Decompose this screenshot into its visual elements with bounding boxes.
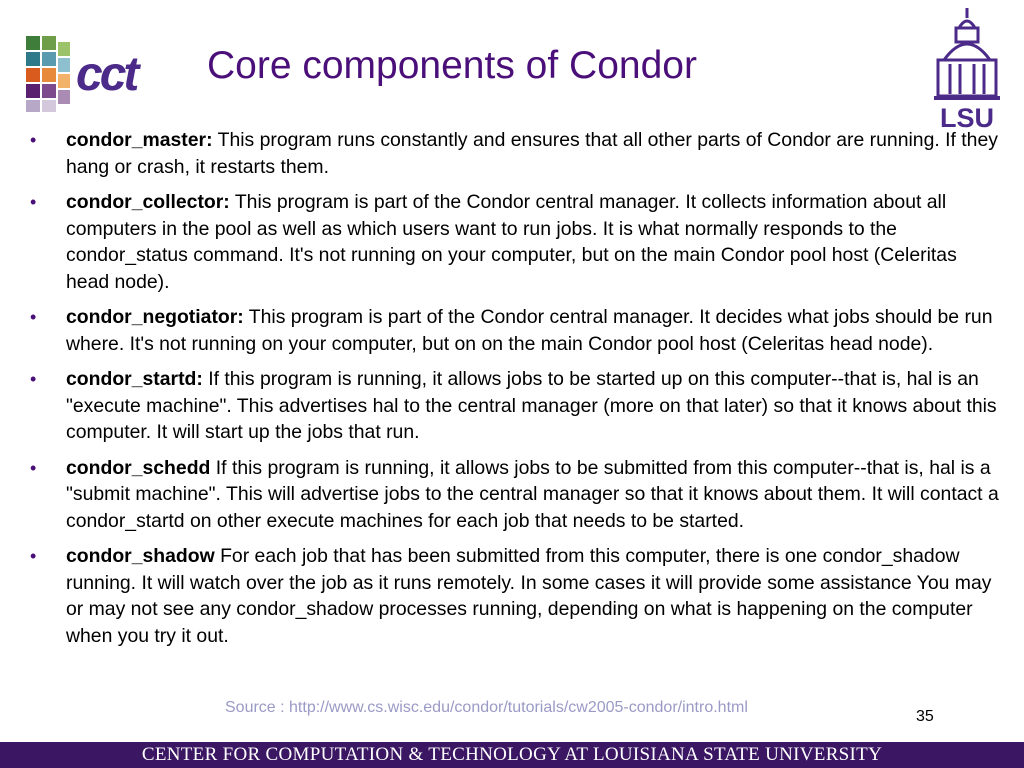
bullet-item bbox=[30, 366, 1005, 446]
footer-bar bbox=[0, 740, 1024, 768]
footer-text: CENTER FOR COMPUTATION & TECHNOLOGY AT LOUISIANA STATE UNIVERSITY bbox=[141, 744, 883, 765]
cct-logo-text: cct bbox=[76, 48, 137, 101]
bullet-term: condor_shadow bbox=[66, 545, 215, 567]
bullet-item bbox=[30, 127, 1005, 180]
bullet-text: If this program is running, it allows jobs to be started up on this computer--that is, hal is an "execute machine". This advertises hal to the central manager (more on that later) so that it knows about this computer. It will start up the jobs that run. bbox=[66, 368, 997, 443]
bullet-icon: • bbox=[30, 457, 37, 478]
bullet-icon: • bbox=[30, 192, 37, 212]
lsu-logo bbox=[926, 6, 1008, 130]
lsu-logo-graphic bbox=[926, 6, 1008, 130]
cct-logo-graphic bbox=[24, 34, 184, 116]
bullet-term: condor_startd: bbox=[66, 368, 203, 390]
bullet-item bbox=[30, 543, 1005, 649]
source-citation: Source : http://www.cs.wisc.edu/condor/tutorials/cw2005-condor/intro.html bbox=[225, 699, 748, 716]
bullet-term: condor_negotiator: bbox=[66, 306, 244, 328]
cct-logo bbox=[24, 34, 184, 116]
bullet-icon: • bbox=[30, 307, 37, 327]
bullet-icon: • bbox=[30, 369, 37, 389]
bullet-icon: • bbox=[30, 546, 37, 566]
bullet-term: condor_collector: bbox=[66, 191, 230, 213]
slide-title: Core components of Condor bbox=[207, 44, 697, 87]
bullet-item bbox=[30, 304, 1005, 357]
page-number: 35 bbox=[916, 708, 934, 725]
bullet-text: For each job that has been submitted from this computer, there is one condor_shadow running. It will watch over the job as it runs remotely. In some cases it will provide some assistance You may or may not see any condor_shadow processes running, depending on what is happening on the computer when you try it out. bbox=[66, 545, 992, 647]
bullet-icon: • bbox=[30, 130, 37, 150]
bullet-term: condor_master: bbox=[66, 129, 213, 151]
bullet-text: If this program is running, it allows jobs to be submitted from this computer--that is, hal is a "submit machine". This will advertise jobs to the central manager so that it knows about them. It will contact a condor_startd on other execute machines for each job that needs to be started. bbox=[66, 456, 999, 532]
bullet-item bbox=[30, 455, 1005, 535]
bullet-text: This program is part of the Condor central manager. It decides what jobs should be run where. It's not running on your computer, but on on the main Condor pool host (Celeritas head node). bbox=[66, 306, 993, 355]
bullet-item bbox=[30, 189, 1005, 295]
bullet-text: This program is part of the Condor central manager. It collects information about all computers in the pool as well as which users want to run jobs. It is what normally responds to the condor_status command. It's not running on your computer, but on the main Condor pool host (Celeritas head node). bbox=[66, 191, 957, 293]
lsu-logo-text: LSU bbox=[940, 103, 994, 130]
bullet-term: condor_schedd bbox=[66, 456, 211, 479]
bullet-list bbox=[30, 127, 1005, 658]
bullet-text: This program runs constantly and ensures that all other parts of Condor are running. If they hang or crash, it restarts them. bbox=[66, 129, 998, 178]
